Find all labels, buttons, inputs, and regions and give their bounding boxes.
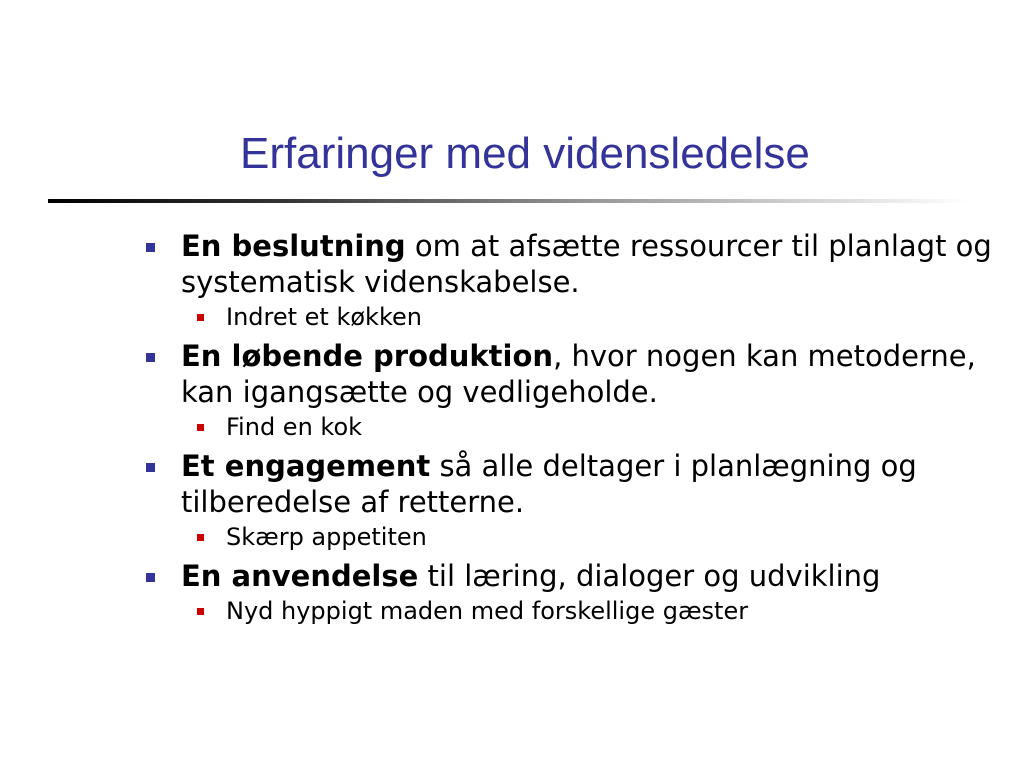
square-sub-bullet-icon [197, 534, 204, 541]
bullet-bold-text: En beslutning [181, 229, 406, 263]
sub-bullet-text: Indret et køkken [226, 303, 422, 331]
bullet-rest-text: om at afsætte ressourcer til planlagt og systematisk videnskabelse. [181, 229, 992, 299]
sub-bullet-item [140, 302, 1000, 332]
bullet-item [140, 448, 1000, 520]
bullet-bold-text: En løbende produktion [181, 339, 554, 373]
bullet-rest-text: , hvor nogen kan metoderne, kan igangsætte og vedligeholde. [181, 339, 976, 409]
bullet-item [140, 338, 1000, 410]
square-sub-bullet-icon [197, 608, 204, 615]
sub-bullet-text: Skærp appetiten [226, 523, 427, 551]
square-bullet-icon [146, 353, 155, 362]
bullet-rest-text: til læring, dialoger og udvikling [418, 559, 881, 593]
sub-bullet-item [140, 522, 1000, 552]
bullet-text [181, 229, 992, 299]
sub-bullet-text: Find en kok [226, 413, 363, 441]
bullet-rest-text: så alle deltager i planlægning og tilberedelse af retterne. [181, 449, 917, 519]
bullet-list [140, 228, 1000, 632]
sub-bullet-text: Nyd hyppigt maden med forskellige gæster [226, 597, 749, 625]
sub-bullet-item [140, 596, 1000, 626]
sub-bullet-item [140, 412, 1000, 442]
bullet-text [181, 559, 880, 593]
square-bullet-icon [146, 573, 155, 582]
title-divider [48, 199, 968, 203]
bullet-item [140, 228, 1000, 300]
square-bullet-icon [146, 243, 155, 252]
slide-title: Erfaringer med vidensledelse [240, 129, 810, 178]
bullet-text [181, 339, 976, 409]
square-sub-bullet-icon [197, 314, 204, 321]
square-bullet-icon [146, 463, 155, 472]
bullet-item [140, 558, 1000, 594]
bullet-bold-text: En anvendelse [181, 559, 419, 593]
bullet-bold-text: Et engagement [181, 449, 431, 483]
bullet-text [181, 449, 917, 519]
square-sub-bullet-icon [197, 424, 204, 431]
